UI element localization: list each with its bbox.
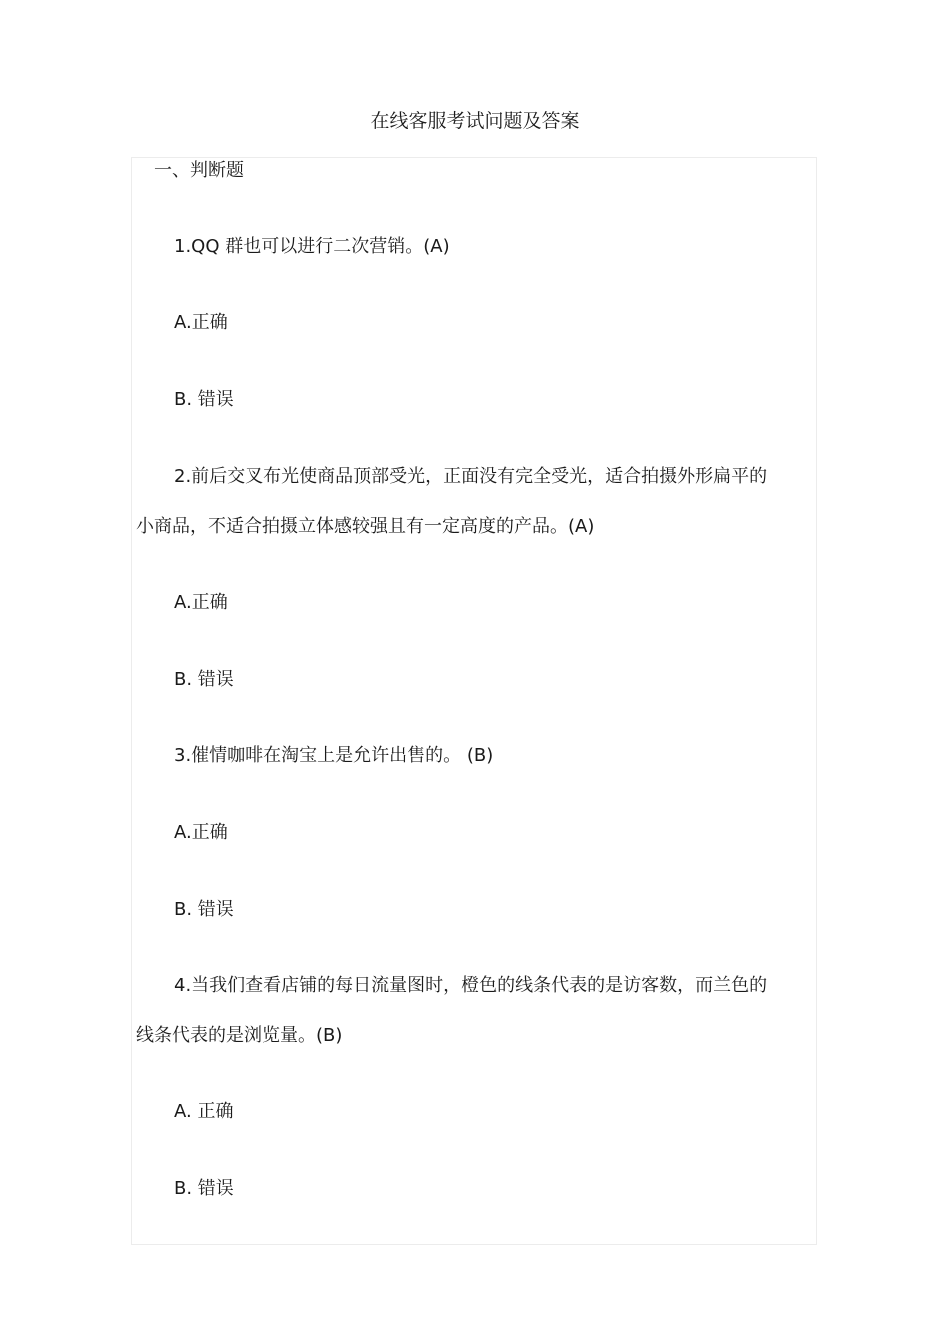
question-2-option-a: A.正确 bbox=[174, 592, 228, 613]
document-title: 在线客服考试问题及答案 bbox=[370, 110, 580, 132]
question-4-text-line-2: 线条代表的是浏览量。(B) bbox=[136, 1025, 343, 1046]
question-4-text-line-1: 4.当我们查看店铺的每日流量图时，橙色的线条代表的是访客数，而兰色的 bbox=[174, 975, 768, 996]
question-2-text-line-2: 小商品，不适合拍摄立体感较强且有一定高度的产品。(A) bbox=[136, 516, 595, 537]
question-3-option-b: B. 错误 bbox=[174, 899, 234, 920]
question-2-text-line-1: 2.前后交叉布光使商品顶部受光，正面没有完全受光，适合拍摄外形扁平的 bbox=[174, 466, 768, 487]
section-heading: 一、判断题 bbox=[154, 160, 244, 181]
question-1-option-a: A.正确 bbox=[174, 312, 228, 333]
question-4-option-a: A. 正确 bbox=[174, 1101, 234, 1122]
question-2-option-b: B. 错误 bbox=[174, 669, 234, 690]
question-4-option-b: B. 错误 bbox=[174, 1178, 234, 1199]
question-3-text: 3.催情咖啡在淘宝上是允许出售的。 (B) bbox=[174, 745, 494, 766]
question-1-option-b: B. 错误 bbox=[174, 389, 234, 410]
question-1-text: 1.QQ 群也可以进行二次营销。(A) bbox=[174, 236, 450, 257]
question-3-option-a: A.正确 bbox=[174, 822, 228, 843]
content-frame bbox=[131, 157, 817, 1245]
